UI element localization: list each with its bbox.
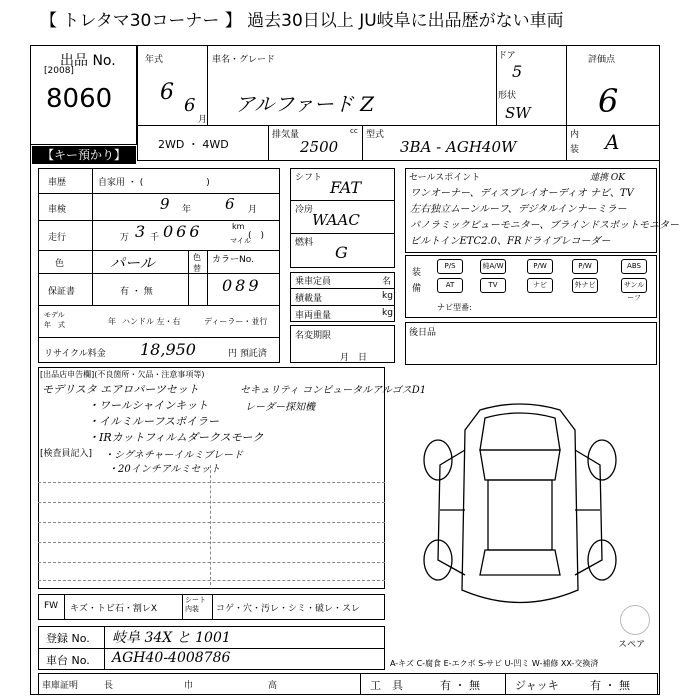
name-value: アルファード Z	[235, 92, 375, 116]
mileage-label: 走行	[48, 233, 67, 243]
shift-label: シフト	[295, 173, 323, 183]
divider	[290, 305, 395, 306]
sales-point-note: 連携 OK	[590, 173, 625, 183]
divider	[207, 45, 208, 125]
divider	[566, 125, 660, 126]
equip-tv: TV	[480, 278, 506, 293]
declaration-right-2: レーダー探知機	[245, 402, 315, 413]
interior-label1: 内	[570, 130, 580, 140]
car-rear-window	[480, 550, 560, 575]
width-label: 巾	[184, 681, 194, 691]
recycle-label: リサイクル料金	[44, 349, 106, 359]
divider	[182, 594, 183, 620]
divider	[104, 626, 105, 670]
declaration-label: [出品店申告欄](不良箇所・欠品・注意事項等)	[40, 370, 205, 379]
equipment-label1: 装	[412, 268, 422, 278]
lot-tag: [2008]	[44, 66, 74, 76]
color-code: 089	[222, 276, 262, 295]
divider	[566, 45, 567, 160]
color-change-label1: 色	[193, 253, 201, 262]
sales-point-line-2: 左右独立ムーンルーフ、デジタルインナーミラー	[410, 204, 627, 215]
chassis-label: 車台 No.	[46, 654, 90, 667]
jack-value: 有 ・ 無	[590, 679, 630, 692]
equip-pw: P/W	[527, 259, 553, 274]
declaration-line-1: モデリスタ エアロパーツセット	[42, 383, 199, 396]
color-value: パール	[110, 254, 155, 272]
recycle-value: 18,950	[140, 340, 196, 359]
mileage-man: 万	[120, 233, 130, 243]
pre-booking-text: 【キー預かり】	[41, 148, 126, 162]
sales-point-label: セールスポイント	[409, 173, 481, 183]
year-month-unit: 月	[198, 115, 208, 125]
back-seat-box	[405, 322, 657, 365]
fw-label: FW	[44, 601, 59, 611]
shape-label: 形状	[498, 91, 517, 101]
tools-value: 有 ・ 無	[440, 679, 480, 692]
divider	[38, 220, 280, 221]
inspection-year-unit: 年	[182, 205, 192, 215]
divider	[188, 250, 189, 305]
model-label: 型式	[366, 130, 385, 140]
divider	[38, 305, 280, 306]
tools-label: 工 具	[370, 679, 403, 692]
declaration-right-1: セキュリティ コンピュータルアルゴスD1	[240, 385, 427, 396]
divider	[212, 594, 213, 620]
car-hood	[480, 413, 560, 450]
equip-aw: 純A/W	[480, 259, 506, 274]
mileage-unit-km: km	[232, 222, 245, 231]
divider	[38, 502, 385, 503]
spare-label: スペア	[618, 640, 646, 650]
capacity-row-2: 積載量	[295, 294, 323, 304]
page-header: 【 トレタマ30コーナー 】 過去30日以上 JU岐阜に出品歴がない車両	[40, 11, 564, 31]
long-label: 長	[104, 681, 114, 691]
inspector-label: [検査員記入]	[40, 449, 93, 459]
equip-sunroof: サンルーフ	[621, 278, 647, 293]
doors-value: 5	[512, 62, 523, 81]
color-change-label2: 替	[193, 264, 201, 273]
year-month: 6	[184, 95, 196, 116]
seat-label: シート内装	[185, 596, 206, 613]
sales-point-line-4: ビルトインETC2.0、FRドライブレコーダー	[410, 236, 611, 247]
mileage-value2: 066	[163, 222, 203, 241]
ac-label: 冷房	[295, 205, 314, 215]
inspection-year: 9	[160, 195, 170, 213]
capacity-unit-3: kg	[382, 308, 393, 318]
capacity-unit-2: kg	[382, 291, 393, 301]
car-roof	[488, 480, 552, 550]
height-label: 高	[268, 681, 278, 691]
divider	[38, 542, 385, 543]
fw-text: キズ・トビ石・割レX	[70, 604, 157, 614]
divider	[38, 337, 280, 338]
mileage-unit-mile: マイル	[230, 237, 251, 245]
divider	[137, 45, 138, 160]
footer-row	[38, 673, 658, 695]
navi-model-label: ナビ型番:	[437, 303, 472, 312]
equip-pw2: P/W	[572, 259, 598, 274]
car-body-outline	[462, 404, 578, 603]
equip-ext-navi: 外ナビ	[572, 278, 598, 293]
divider	[38, 273, 280, 274]
lot-label: 出品 No.	[60, 53, 116, 69]
declaration-line-6: ・20インチアルミセット	[108, 464, 221, 475]
declaration-line-2: ・ワールシャインキット	[88, 399, 209, 412]
equip-navi: ナビ	[527, 278, 553, 293]
divider	[38, 580, 385, 581]
ac-value: WAAC	[312, 211, 360, 229]
recycle-unit: 円 預託済	[228, 349, 267, 359]
divider	[496, 45, 497, 125]
dealer-text: ディーラー・並行	[204, 317, 268, 326]
fuel-label: 燃料	[295, 238, 314, 248]
model-value: 3BA - AGH40W	[400, 138, 517, 156]
sales-point-line-3: パノラミックビューモニター、ブラインドスポットモニター	[410, 220, 679, 231]
divider	[505, 673, 506, 695]
equip-ps: P/S	[437, 259, 463, 274]
model-year-unit: 年	[108, 317, 116, 326]
fuel-value: G	[335, 243, 348, 262]
history-value: 自家用 ・ ( )	[98, 178, 210, 188]
warranty-label: 保証書	[48, 287, 76, 297]
declaration-line-4: ・IRカットフィルムダークスモーク	[88, 431, 264, 444]
lot-number: 8060	[46, 84, 113, 114]
inspection-label: 車検	[48, 205, 67, 215]
capacity-row-1: 乗車定員	[295, 277, 332, 287]
displacement-label: 排気量	[272, 130, 300, 140]
divider	[38, 522, 385, 523]
shape-value: SW	[505, 104, 531, 122]
warranty-value: 有 ・ 無	[120, 287, 153, 297]
divider	[362, 125, 363, 160]
detail-table	[38, 168, 280, 363]
mileage-value1: 3	[135, 222, 146, 241]
shift-value: FAT	[330, 178, 362, 197]
equip-at: AT	[437, 278, 463, 293]
model-year-label2: 年 式	[44, 321, 65, 329]
divider	[64, 594, 65, 620]
declaration-line-3: ・イルミルーフスポイラー	[88, 415, 220, 428]
divider	[137, 160, 660, 161]
certificate-label: 車庫証明	[42, 681, 79, 691]
interior-value: A	[605, 130, 620, 154]
expiry-unit: 月 日	[340, 353, 368, 363]
chassis-value: AGH40-4008786	[112, 650, 231, 666]
capacity-unit-1: 名	[382, 277, 392, 287]
seat-text: コゲ・穴・汚レ・シミ・破レ・スレ	[216, 604, 361, 614]
back-seat-label: 後日品	[409, 328, 437, 338]
interior-label2: 装	[570, 145, 580, 155]
mileage-sen: 千	[150, 233, 160, 243]
divider	[38, 482, 385, 483]
damage-legend: A-キズ C-腐食 E-エクボ S-サビ U-凹ミ W-補修 XX-交換済	[390, 659, 599, 668]
divider	[38, 193, 280, 194]
mileage-paren: ( )	[248, 231, 265, 241]
divider	[360, 673, 361, 695]
color-code-label: カラーNo.	[212, 255, 254, 265]
divider	[38, 562, 385, 563]
declaration-dash-vertical	[210, 465, 211, 585]
doors-label: ドア	[498, 51, 516, 61]
registration-value: 岐阜 34X と 1001	[112, 630, 231, 646]
score-value: 6	[598, 82, 619, 120]
divider	[268, 125, 269, 160]
divider	[38, 648, 385, 649]
handle-text: ハンドル 左・右	[122, 317, 181, 326]
expiry-label: 名変期限	[295, 331, 332, 341]
divider	[207, 250, 208, 305]
pre-booking-badge	[32, 146, 136, 164]
jack-label: ジャッキ	[515, 679, 559, 692]
divider	[290, 288, 395, 289]
sales-point-line-1: ワンオーナー、ディスプレイオーディオ ナビ、TV	[410, 188, 634, 199]
car-windshield	[480, 450, 560, 480]
equip-abs: ABS	[621, 259, 647, 274]
inspection-month: 6	[225, 195, 235, 213]
divider	[290, 233, 395, 234]
score-label: 評価点	[588, 55, 616, 65]
year-value: 6	[160, 80, 174, 105]
inspection-month-unit: 月	[248, 205, 258, 215]
model-year-label1: モデル	[44, 311, 65, 319]
car-diagram	[410, 390, 630, 620]
history-label: 車歴	[48, 178, 67, 188]
color-label: 色	[55, 259, 65, 269]
declaration-line-5: ・シグネチャーイルミブレード	[104, 450, 243, 461]
divider	[38, 250, 280, 251]
spare-tire-circle	[620, 605, 650, 635]
year-label: 年式	[145, 55, 164, 65]
drive-label: 2WD ・ 4WD	[158, 138, 229, 151]
divider	[137, 125, 566, 126]
divider	[92, 168, 93, 305]
displacement-value: 2500	[300, 138, 339, 156]
displacement-unit: cc	[350, 127, 358, 135]
equipment-label2: 備	[412, 284, 422, 294]
capacity-row-3: 車両重量	[295, 311, 332, 321]
registration-label: 登録 No.	[46, 632, 90, 645]
name-label: 車名・グレード	[212, 55, 276, 65]
divider	[290, 200, 395, 201]
